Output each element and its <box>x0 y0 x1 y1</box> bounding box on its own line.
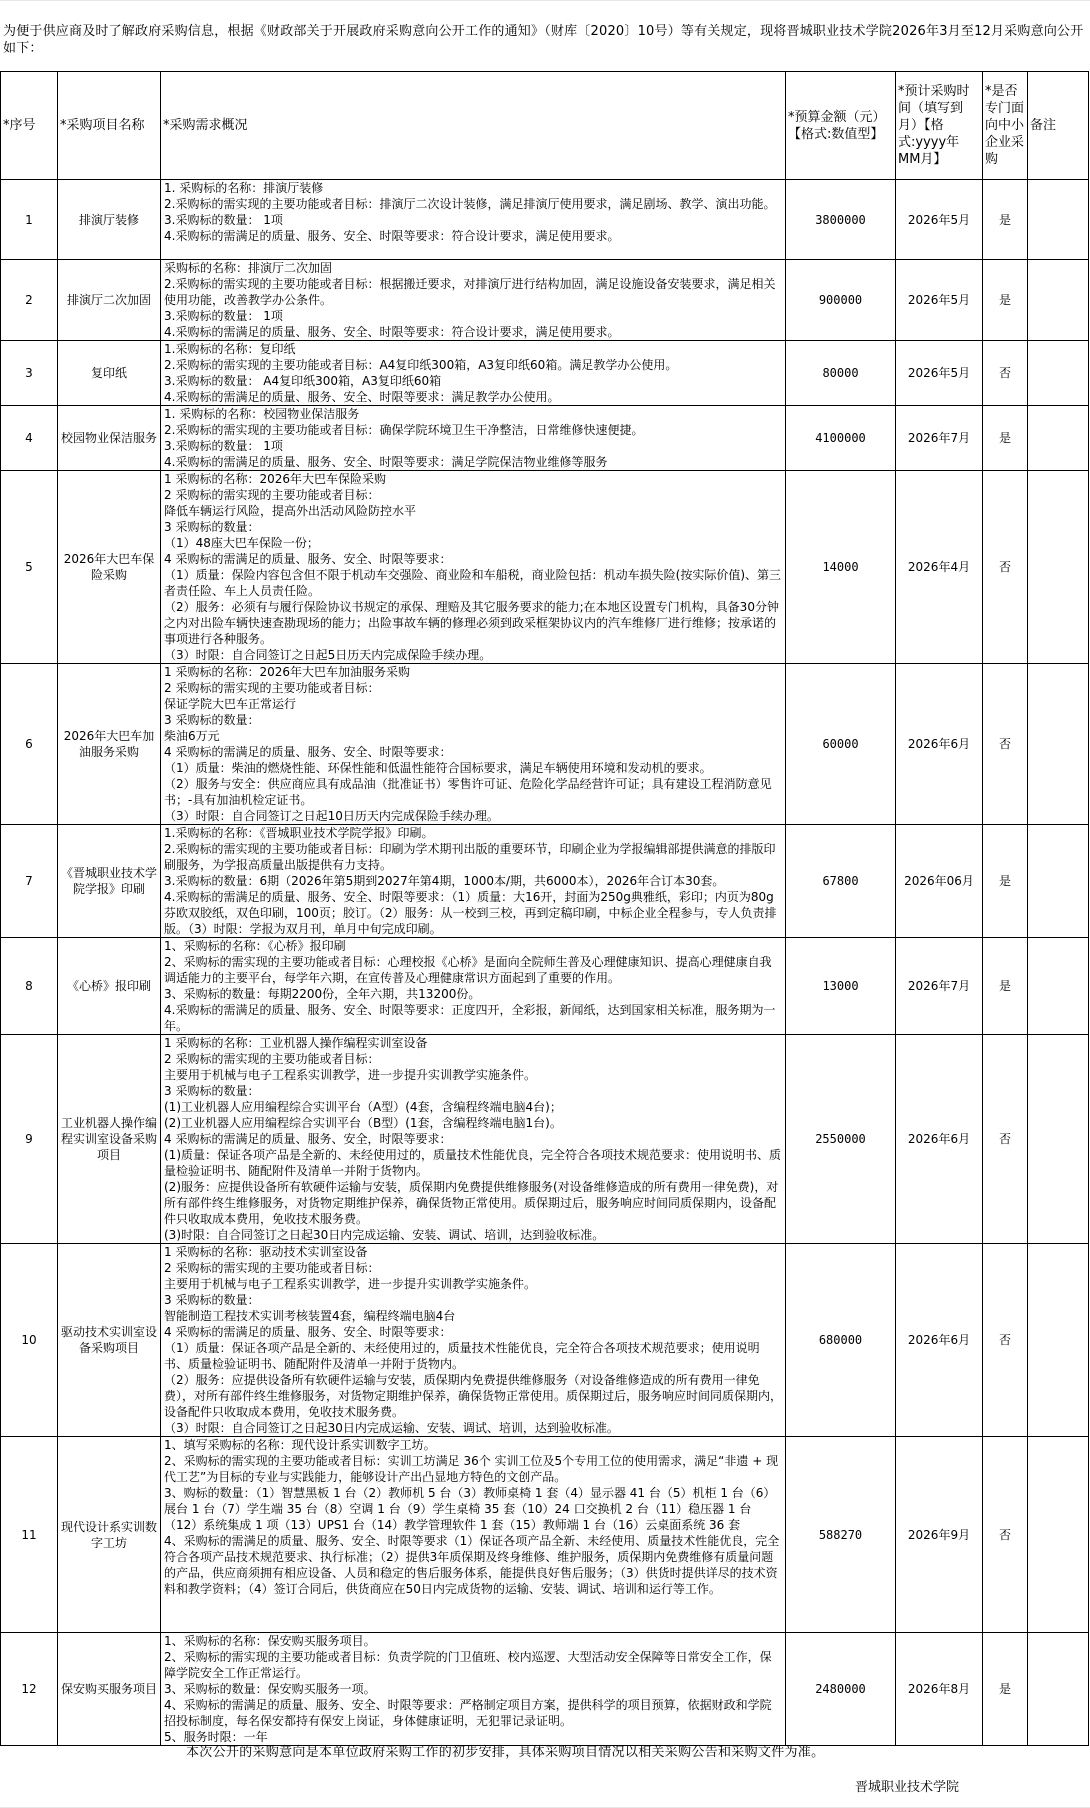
requirement-line: （1）质量：保险内容包含但不限于机动车交强险、商业险和车船税，商业险包括：机动车损失险(按实际价值)、第三者责任险、车上人员责任险。 <box>164 568 782 598</box>
cell-project-name: 复印纸 <box>58 341 161 406</box>
cell-note <box>1028 825 1089 938</box>
cell-seq: 9 <box>1 1035 58 1244</box>
cell-project-name: 2026年大巴车保险采购 <box>58 471 161 664</box>
cell-project-name: 《晋城职业技术学院学报》印刷 <box>58 825 161 938</box>
cell-project-name: 现代设计系实训数字工坊 <box>58 1437 161 1633</box>
requirement-line: 3 采购标的数量： <box>164 1084 260 1098</box>
requirement-line: 保证学院大巴车正常运行 <box>164 697 297 711</box>
table-row <box>1 406 1089 471</box>
requirement-line: 4.采购标的需满足的质量、服务、安全、时限等要求：符合设计要求，满足使用要求。 <box>164 325 620 339</box>
requirement-line: 降低车辆运行风险，提高外出活动风险防控水平 <box>164 504 417 518</box>
requirement-line: (2)服务：应提供设备所有软硬件运输与安装，质保期内免费提供维修服务(对设备维修造成的所有费用一律免费)，对所有部件终生维修服务，对货物定期维护保养，确保货物正常使用。质保期过后，服务响应时间同质保期内，设备配件只收取成本费用，免收技术服务费。 <box>164 1180 779 1226</box>
cell-note <box>1028 406 1089 471</box>
requirement-line: 1、填写采购标的名称：现代设计系实训数字工坊。 <box>164 1438 436 1452</box>
issuer-signature: 晋城职业技术学院 <box>855 1780 960 1795</box>
requirement-line: 2 采购标的需实现的主要功能或者目标： <box>164 1261 380 1275</box>
requirement-line: 3.采购标的数量： 1项 <box>164 439 283 453</box>
requirement-line: 4.采购标的需满足的质量、服务、安全、时限等要求：符合设计要求，满足使用要求。 <box>164 229 620 243</box>
cell-purchase-time: 2026年5月 <box>896 180 983 260</box>
cell-sme: 否 <box>983 664 1028 825</box>
requirement-line: 2.采购标的需实现的主要功能或者目标：排演厅二次设计装修，满足排演厅使用要求，满足剧场、教学、演出功能。 <box>164 197 776 211</box>
cell-note <box>1028 1035 1089 1244</box>
cell-note <box>1028 260 1089 341</box>
cell-requirements <box>161 260 786 341</box>
requirement-line: (1)质量：保证各项产品是全新的、未经使用过的，质量技术性能优良，完全符合各项技术规范要求：使用说明书、质量检验证明书、随配附件及清单一并附于货物内。 <box>164 1148 782 1178</box>
requirement-line: 2.采购标的需实现的主要功能或者目标：印刷为学术期刊出版的重要环节，印刷企业为学报编辑部提供满意的排版印刷服务，为学报高质量出版提供有力支持。 <box>164 842 776 872</box>
requirement-line: （3）时限：自合同签订之日起30日内完成运输、安装、调试、培训，达到验收标准。 <box>164 1421 619 1435</box>
cell-budget: 80000 <box>786 341 896 406</box>
requirement-line: 2.采购标的需实现的主要功能或者目标：根据搬迁要求，对排演厅进行结构加固，满足设施设备安装要求，满足相关使用功能，改善教学办公条件。 <box>164 277 776 307</box>
header-budget: *预算金额（元）【格式:数值型】 <box>786 72 896 180</box>
cell-seq: 8 <box>1 938 58 1035</box>
cell-project-name: 工业机器人操作编程实训室设备采购项目 <box>58 1035 161 1244</box>
cell-note <box>1028 938 1089 1035</box>
cell-purchase-time: 2026年7月 <box>896 406 983 471</box>
requirement-line: 1 采购标的名称：2026年大巴车保险采购 <box>164 472 386 486</box>
cell-budget: 680000 <box>786 1244 896 1437</box>
cell-requirements <box>161 1633 786 1746</box>
cell-note <box>1028 180 1089 260</box>
cell-requirements <box>161 180 786 260</box>
cell-project-name: 驱动技术实训室设备采购项目 <box>58 1244 161 1437</box>
cell-budget: 2480000 <box>786 1633 896 1746</box>
cell-budget: 60000 <box>786 664 896 825</box>
requirement-line: 4、采购标的需满足的质量、服务、安全、时限等要求（1）保证各项产品全新、未经使用、质量技术性能优良，完全符合各项产品技术规范要求、执行标准；（2）提供3年质保期及终身维修、维护服务，质保期内免费维修有质量问题的产品，供应商须拥有相应设备、人员和稳定的售后服务体系，能提供良好售后服务；（3）供货时提供详尽的技术资料和教学资料；（4）签订合同后，供货商应在50日内完成货物的运输、安装、调试、培训和运行等工作。 <box>164 1534 780 1596</box>
requirement-line: 2、采购标的需实现的主要功能或者目标：心理校报《心桥》是面向全院师生普及心理健康知识、提高心理健康自我调适能力的主要平台，每学年六期，在宣传普及心理健康常识方面起到了重要的作用。 <box>164 955 772 985</box>
requirement-line: （2）服务：应提供设备所有软硬件运输与安装，质保期内免费提供维修服务（对设备维修造成的所有费用一律免费），对所有部件终生维修服务，对货物定期维护保养，确保货物正常使用。质保期过后，服务响应时间同质保期内，设备配件只收取成本费用，免收技术服务费。 <box>164 1373 783 1419</box>
cell-project-name: 排演厅装修 <box>58 180 161 260</box>
requirement-line: 3.采购标的数量： A4复印纸300箱，A3复印纸60箱 <box>164 374 442 388</box>
requirement-line: (2)工业机器人应用编程综合实训平台（B型）(1套，含编程终端电脑1台)。 <box>164 1116 562 1130</box>
requirement-line: 3 采购标的数量： <box>164 520 260 534</box>
cell-purchase-time: 2026年9月 <box>896 1437 983 1633</box>
cell-purchase-time: 2026年5月 <box>896 341 983 406</box>
cell-requirements <box>161 341 786 406</box>
requirement-line: 1 采购标的名称：2026年大巴车加油服务采购 <box>164 665 410 679</box>
cell-sme: 否 <box>983 1035 1028 1244</box>
cell-note <box>1028 341 1089 406</box>
requirement-line: 3.采购标的数量：6期（2026年第5期到2027年第4期，1000本/期，共6000本），2026年合订本30套。 <box>164 874 725 888</box>
requirement-line: 主要用于机械与电子工程系实训教学，进一步提升实训教学实施条件。 <box>164 1277 537 1291</box>
table-row <box>1 825 1089 938</box>
cell-sme: 否 <box>983 471 1028 664</box>
requirement-line: 1.采购标的名称：复印纸 <box>164 342 296 356</box>
cell-seq: 12 <box>1 1633 58 1746</box>
cell-budget: 588270 <box>786 1437 896 1633</box>
cell-sme: 是 <box>983 180 1028 260</box>
cell-project-name: 校园物业保洁服务 <box>58 406 161 471</box>
requirement-line: 2、采购标的需实现的主要功能或者目标：负责学院的门卫值班、校内巡逻、大型活动安全保障等日常安全工作，保障学院安全工作正常运行。 <box>164 1650 772 1680</box>
requirement-line: 3 采购标的数量： <box>164 713 260 727</box>
requirement-line: 4 采购标的需满足的质量、服务、安全、时限等要求： <box>164 745 452 759</box>
cell-sme: 是 <box>983 938 1028 1035</box>
requirement-line: 5、服务时限：一年 <box>164 1730 268 1744</box>
requirement-line: (1)工业机器人应用编程综合实训平台（A型）(4套，含编程终端电脑4台)； <box>164 1100 562 1114</box>
requirement-line: 2 采购标的需实现的主要功能或者目标： <box>164 488 380 502</box>
requirement-line: 主要用于机械与电子工程系实训教学，进一步提升实训教学实施条件。 <box>164 1068 537 1082</box>
requirement-line: 1 采购标的名称：工业机器人操作编程实训室设备 <box>164 1036 428 1050</box>
requirement-line: 4 采购标的需满足的质量、服务、安全、时限等要求： <box>164 1325 452 1339</box>
requirement-line: （1）48座大巴车保险一份； <box>164 536 319 550</box>
table-row <box>1 664 1089 825</box>
cell-seq: 2 <box>1 260 58 341</box>
requirement-line: 1、采购标的名称：《心桥》报印刷 <box>164 939 346 953</box>
cell-requirements <box>161 406 786 471</box>
cell-requirements <box>161 471 786 664</box>
cell-purchase-time: 2026年06月 <box>896 825 983 938</box>
cell-sme: 否 <box>983 341 1028 406</box>
requirement-line: 2、采购标的需实现的主要功能或者目标：实训工坊满足 36个 实训工位及5个专用工位的使用需求，满足“非遗 + 现代工艺”为目标的专业与实践能力，能够设计产出凸显地方特色的文创产品。 <box>164 1454 779 1484</box>
requirement-line: 3、采购标的数量：每期2200份，全年六期，共13200份。 <box>164 987 481 1001</box>
cell-sme: 否 <box>983 1244 1028 1437</box>
table-row <box>1 260 1089 341</box>
cell-budget: 4100000 <box>786 406 896 471</box>
cell-sme: 否 <box>983 1437 1028 1633</box>
requirement-line: 4、采购标的需满足的质量、服务、安全、时限等要求：严格制定项目方案，提供科学的项目预算，依据财政和学院招投标制度，每名保安都持有保安上岗证，身体健康证明，无犯罪记录证明。 <box>164 1698 772 1728</box>
cell-budget: 3800000 <box>786 180 896 260</box>
requirement-line: 4.采购标的需满足的质量、服务、安全、时限等要求：满足学院保洁物业维修等服务 <box>164 455 608 469</box>
cell-requirements <box>161 1035 786 1244</box>
requirement-line: 4.采购标的需满足的质量、服务、安全、时限等要求：满足教学办公使用。 <box>164 390 560 404</box>
requirement-line: 1 采购标的名称：驱动技术实训室设备 <box>164 1245 368 1259</box>
cell-seq: 7 <box>1 825 58 938</box>
requirement-line: 智能制造工程技术实训考核装置4套，编程终端电脑4台 <box>164 1309 456 1323</box>
cell-requirements <box>161 825 786 938</box>
requirement-line: （1）质量：柴油的燃烧性能、环保性能和低温性能符合国标要求，满足车辆使用环境和发动机的要求。 <box>164 761 712 775</box>
table-row <box>1 1633 1089 1746</box>
intro-paragraph: 为便于供应商及时了解政府采购信息，根据《财政部关于开展政府采购意向公开工作的通知》（财库〔2020〕10号）等有关规定，现将晋城职业技术学院2026年3月至12月采购意向公开如下： <box>3 24 1084 56</box>
header-note: 备注 <box>1028 72 1089 180</box>
requirement-line: （1）质量：保证各项产品是全新的、未经使用过的，质量技术性能优良，完全符合各项技术规范要求；使用说明书、质量检验证明书、随配附件及清单一并附于货物内。 <box>164 1341 760 1371</box>
requirement-line: 3.采购标的数量： 1项 <box>164 309 283 323</box>
requirement-line: 3、购标的数量：（1）智慧黑板 1 台（2）教师机 5 台（3）教师桌椅 1 套（4）显示器 41 台（5）机柜 1 台（6）展台 1 台（7）学生端 35 台（8）空调 1 台（9）学生桌椅 35 套（10）24 口交换机 2 台（11）稳压器 1 台（12）系统集成 1 项（13）UPS1 台（14）教学管理软件 1 套（15）教师端 1 台（16）云桌面系统 36 套 <box>164 1486 776 1532</box>
header-seq: *序号 <box>1 72 58 180</box>
requirement-line: (3)时限：自合同签订之日起30日内完成运输、安装、调试、培训，达到验收标准。 <box>164 1228 605 1242</box>
table-row <box>1 1035 1089 1244</box>
cell-seq: 11 <box>1 1437 58 1633</box>
requirement-line: 2.采购标的需实现的主要功能或者目标：确保学院环境卫生干净整洁，日常维修快速便捷。 <box>164 423 644 437</box>
cell-seq: 5 <box>1 471 58 664</box>
cell-budget: 14000 <box>786 471 896 664</box>
table-row <box>1 938 1089 1035</box>
table-row <box>1 1244 1089 1437</box>
cell-requirements <box>161 664 786 825</box>
cell-sme: 是 <box>983 260 1028 341</box>
cell-note <box>1028 1244 1089 1437</box>
cell-purchase-time: 2026年8月 <box>896 1633 983 1746</box>
cell-purchase-time: 2026年6月 <box>896 1244 983 1437</box>
requirement-line: （2）服务：必须有与履行保险协议书规定的承保、理赔及其它服务要求的能力;在本地区设置专门机构，具备30分钟之内对出险车辆快速查勘现场的能力；出险事故车辆的修理必须到政采框架协议内的汽车维修厂进行维修；按承诺的事项进行各种服务。 <box>164 600 779 646</box>
cell-project-name: 排演厅二次加固 <box>58 260 161 341</box>
requirement-line: 2 采购标的需实现的主要功能或者目标： <box>164 681 380 695</box>
cell-budget: 2550000 <box>786 1035 896 1244</box>
requirement-line: 4.采购标的需满足的质量、服务、安全、时限等要求：正度四开，全彩报，新闻纸，达到国家相关标准，服务期为一年。 <box>164 1003 776 1033</box>
cell-requirements <box>161 938 786 1035</box>
footer-disclaimer: 本次公开的采购意向是本单位政府采购工作的初步安排，具体采购项目情况以相关采购公告和采购文件为准。 <box>186 1745 825 1760</box>
cell-note <box>1028 1633 1089 1746</box>
header-sme: *是否专门面向中小企业采购 <box>983 72 1028 180</box>
requirement-line: （2）服务与安全：供应商应具有成品油（批准证书）零售许可证、危险化学品经营许可证；具有建设工程消防意见书；-具有加油机检定证书。 <box>164 777 772 807</box>
requirement-line: 采购标的名称：排演厅二次加固 <box>164 261 333 275</box>
header-requirements: *采购需求概况 <box>161 72 786 180</box>
cell-budget: 67800 <box>786 825 896 938</box>
requirement-line: 1、采购标的名称：保安购买服务项目。 <box>164 1634 376 1648</box>
requirement-line: 2.采购标的需实现的主要功能或者目标：A4复印纸300箱，A3复印纸60箱。满足教学办公使用。 <box>164 358 678 372</box>
requirement-line: 3、采购标的数量：保安购买服务一项。 <box>164 1682 376 1696</box>
cell-purchase-time: 2026年6月 <box>896 664 983 825</box>
cell-sme: 是 <box>983 406 1028 471</box>
cell-project-name: 2026年大巴车加油服务采购 <box>58 664 161 825</box>
cell-requirements <box>161 1244 786 1437</box>
cell-seq: 3 <box>1 341 58 406</box>
cell-budget: 900000 <box>786 260 896 341</box>
cell-note <box>1028 1437 1089 1633</box>
table-header-row <box>1 72 1089 180</box>
cell-project-name: 保安购买服务项目 <box>58 1633 161 1746</box>
header-project-name: *采购项目名称 <box>58 72 161 180</box>
table-row <box>1 1437 1089 1633</box>
cell-seq: 6 <box>1 664 58 825</box>
cell-purchase-time: 2026年4月 <box>896 471 983 664</box>
cell-purchase-time: 2026年6月 <box>896 1035 983 1244</box>
requirement-line: 3.采购标的数量： 1项 <box>164 213 283 227</box>
requirement-line: （3）时限：自合同签订之日起10日历天内完成保险手续办理。 <box>164 809 499 823</box>
cell-seq: 4 <box>1 406 58 471</box>
cell-note <box>1028 664 1089 825</box>
cell-purchase-time: 2026年5月 <box>896 260 983 341</box>
table-row <box>1 180 1089 260</box>
requirement-line: 4.采购标的需满足的质量、服务、安全、时限等要求：（1）质量：大16开，封面为250g典雅纸，彩印；内页为80g芬欧双胶纸，双色印刷，100页；胶订。（2）服务：从一校到三校，再到定稿印刷，中标企业全程参与，专人负责排版。（3）时限：学报为双月刊，单月中旬完成印刷。 <box>164 890 777 936</box>
cell-sme: 是 <box>983 1633 1028 1746</box>
table-row <box>1 341 1089 406</box>
requirement-line: 4 采购标的需满足的质量、服务、安全，时限等要求： <box>164 1132 452 1146</box>
cell-note <box>1028 471 1089 664</box>
cell-purchase-time: 2026年7月 <box>896 938 983 1035</box>
cell-seq: 10 <box>1 1244 58 1437</box>
requirement-line: 1. 采购标的名称：校园物业保洁服务 <box>164 407 360 421</box>
cell-seq: 1 <box>1 180 58 260</box>
procurement-intent-table <box>0 71 1089 1746</box>
header-purchase-time: *预计采购时间（填写到月）【格式:yyyy年MM月】 <box>896 72 983 180</box>
cell-budget: 13000 <box>786 938 896 1035</box>
cell-sme: 是 <box>983 825 1028 938</box>
requirement-line: 1. 采购标的名称：排演厅装修 <box>164 181 324 195</box>
requirement-line: （3）时限：自合同签订之日起5日历天内完成保险手续办理。 <box>164 648 492 662</box>
table-row <box>1 471 1089 664</box>
requirement-line: 柴油6万元 <box>164 729 220 743</box>
cell-project-name: 《心桥》报印刷 <box>58 938 161 1035</box>
requirement-line: 4 采购标的需满足的质量、服务、安全、时限等要求： <box>164 552 452 566</box>
cell-requirements <box>161 1437 786 1633</box>
requirement-line: 2 采购标的需实现的主要功能或者目标： <box>164 1052 380 1066</box>
requirement-line: 1.采购标的名称：《晋城职业技术学院学报》印刷。 <box>164 826 434 840</box>
requirement-line: 3 采购标的数量： <box>164 1293 260 1307</box>
